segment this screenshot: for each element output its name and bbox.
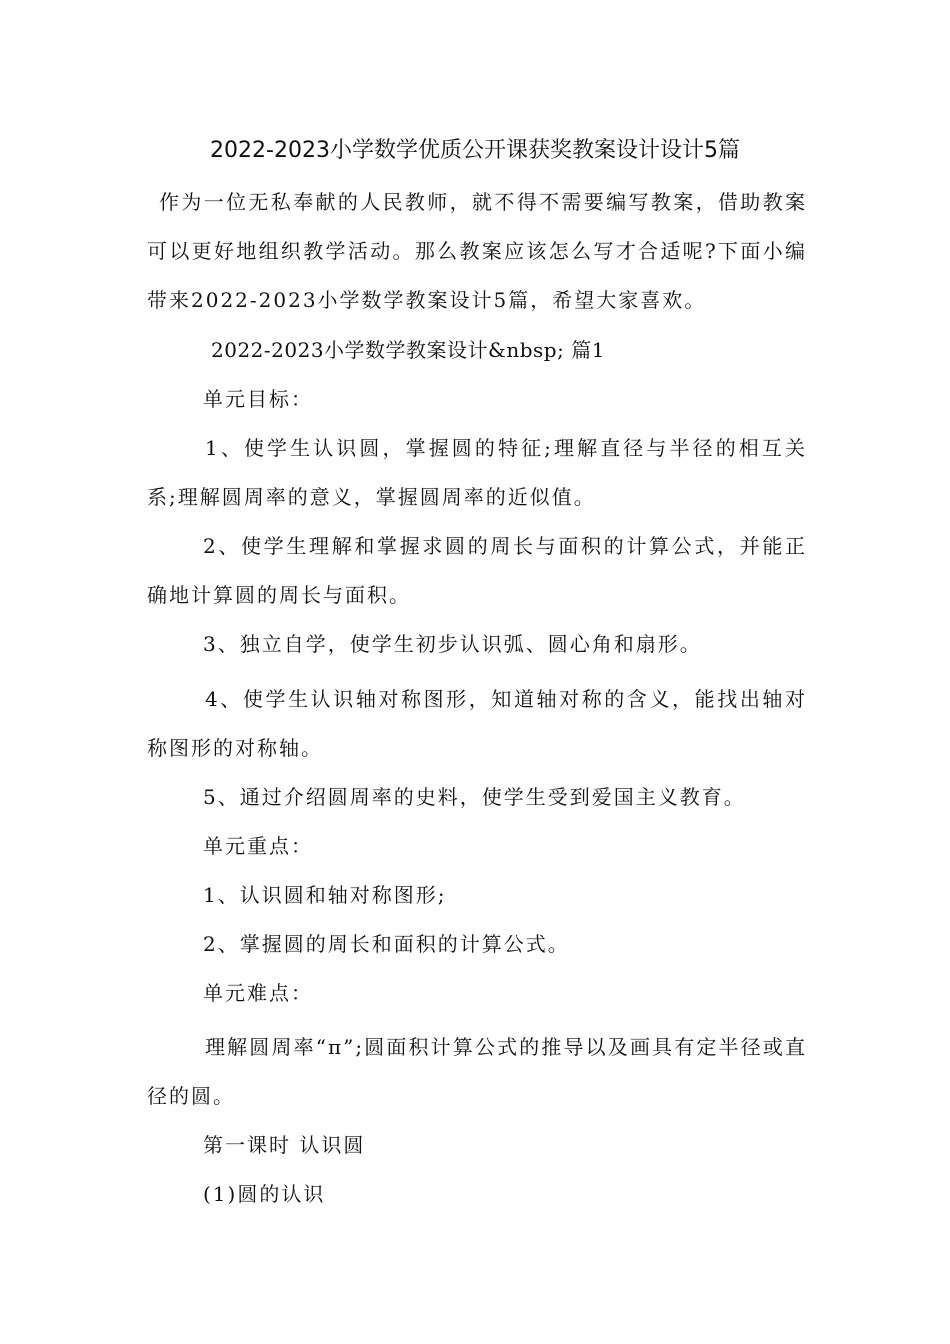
difficulties-heading: 单元难点： bbox=[203, 981, 313, 1005]
goal-2: 2、使学生理解和掌握求圆的周长与面积的计算公式，并能正确地计算圆的周长与面积。 bbox=[147, 534, 807, 607]
unit-goals-heading: 单元目标： bbox=[203, 387, 313, 411]
goal-5: 5、通过介绍圆周率的史料，使学生受到爱国主义教育。 bbox=[203, 785, 746, 809]
section-heading: 2022-2023小学数学教案设计&nbsp; 篇1 bbox=[211, 338, 605, 362]
document-title: 2022-2023小学数学优质公开课获奖教案设计设计5篇 bbox=[210, 138, 740, 163]
goal-1: 1、使学生认识圆，掌握圆的特征;理解直径与半径的相互关系;理解圆周率的意义，掌握圆周率的近似值。 bbox=[147, 436, 807, 509]
lesson-1-heading: 第一课时 认识圆 bbox=[203, 1133, 366, 1157]
key-point-1: 1、认识圆和轴对称图形; bbox=[203, 883, 447, 907]
goal-4: 4、使学生认识轴对称图形，知道轴对称的含义，能找出轴对称图形的对称轴。 bbox=[147, 687, 807, 760]
difficulty-1: 理解圆周率“π”;圆面积计算公式的推导以及画具有定半径或直径的圆。 bbox=[147, 1035, 807, 1108]
goal-3: 3、独立自学，使学生初步认识弧、圆心角和扇形。 bbox=[203, 632, 702, 656]
key-point-2: 2、掌握圆的周长和面积的计算公式。 bbox=[203, 932, 570, 956]
intro-paragraph: 作为一位无私奉献的人民教师，就不得不需要编写教案，借助教案可以更好地组织教学活动。那么教案应该怎么写才合适呢?下面小编带来2022-2023小学数学教案设计5篇，希望大家喜欢。 bbox=[147, 190, 807, 312]
lesson-1-subheading: (1)圆的认识 bbox=[203, 1182, 326, 1206]
key-points-heading: 单元重点： bbox=[203, 834, 313, 858]
